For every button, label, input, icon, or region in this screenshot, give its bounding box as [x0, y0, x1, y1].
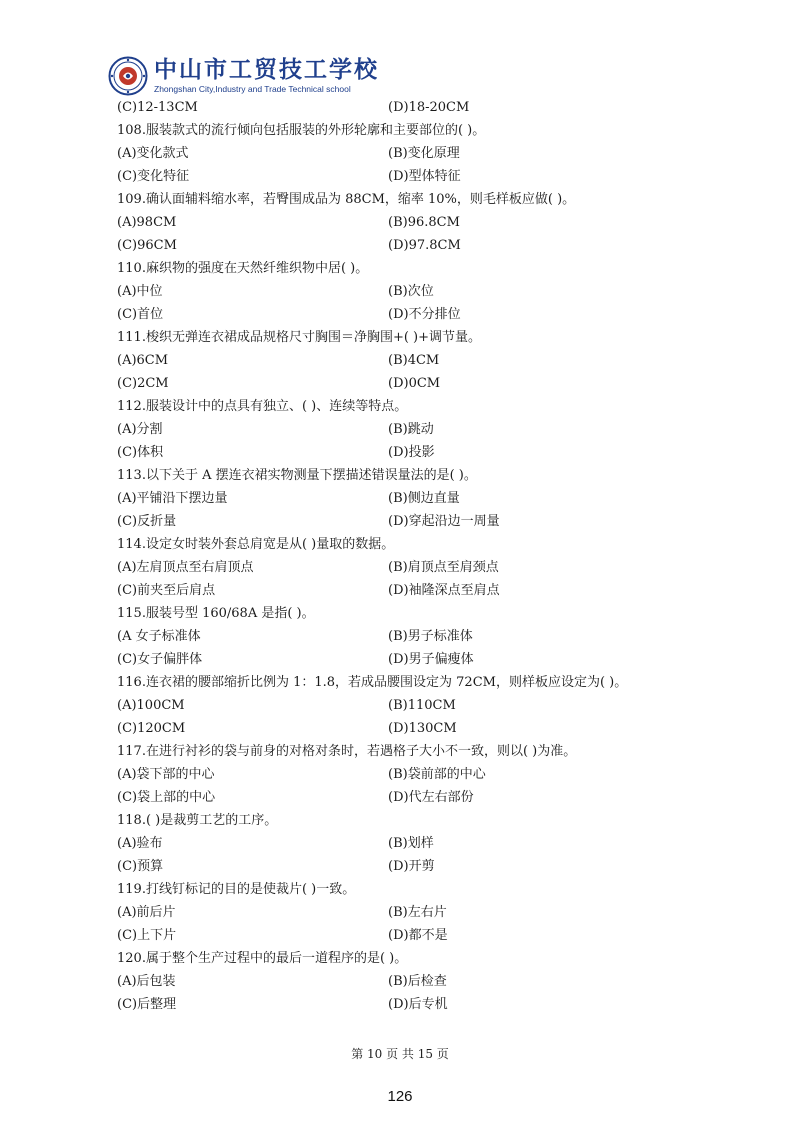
- question-text: 109.确认面辅料缩水率，若臀围成品为 88CM，缩率 10%，则毛样板应做( )。: [117, 192, 576, 207]
- option-left: (C)上下片: [117, 928, 177, 943]
- option-left: (A 女子标准体: [117, 629, 201, 644]
- school-header: [108, 54, 379, 98]
- option-row: [117, 510, 697, 533]
- option-row: [117, 855, 697, 878]
- option-left: (C)前夹至后肩点: [117, 583, 216, 598]
- option-right: (D)型体特征: [388, 169, 461, 184]
- option-left: (C)12-13CM: [117, 100, 198, 115]
- option-right: (B)变化原理: [388, 146, 460, 161]
- option-left: (C)变化特征: [117, 169, 190, 184]
- option-right: (B)袋前部的中心: [388, 767, 486, 782]
- option-row: [117, 556, 697, 579]
- option-row: [117, 303, 697, 326]
- option-right: (B)4CM: [388, 353, 440, 368]
- option-left: (A)100CM: [117, 698, 185, 713]
- option-right: (D)后专机: [388, 997, 448, 1012]
- option-left: (A)6CM: [117, 353, 169, 368]
- option-left: (C)2CM: [117, 376, 169, 391]
- option-row: [117, 993, 697, 1016]
- question-text: 112.服装设计中的点具有独立、( )、连续等特点。: [117, 399, 408, 414]
- option-row: [117, 832, 697, 855]
- option-right: (B)肩顶点至肩颈点: [388, 560, 499, 575]
- option-left: (C)女子偏胖体: [117, 652, 203, 667]
- option-left: (A)袋下部的中心: [117, 767, 215, 782]
- option-row: [117, 165, 697, 188]
- question-text: 115.服装号型 160/68A 是指( )。: [117, 606, 315, 621]
- option-right: (D)18-20CM: [388, 100, 470, 115]
- question-text: 119.打线钉标记的目的是使裁片( )一致。: [117, 882, 356, 897]
- question-text: 114.设定女时装外套总肩宽是从( )量取的数据。: [117, 537, 395, 552]
- option-right: (D)0CM: [388, 376, 441, 391]
- option-left: (C)96CM: [117, 238, 177, 253]
- option-left: (A)后包装: [117, 974, 176, 989]
- option-row: [117, 234, 697, 257]
- option-right: (B)后检查: [388, 974, 447, 989]
- option-row: [117, 441, 697, 464]
- option-row: [117, 763, 697, 786]
- option-right: (B)96.8CM: [388, 215, 460, 230]
- option-row: [117, 487, 697, 510]
- page-number: 126: [387, 1088, 413, 1105]
- question-text: 113.以下关于 A 摆连衣裙实物测量下摆描述错误量法的是( )。: [117, 468, 477, 483]
- option-row: [117, 625, 697, 648]
- option-row: [117, 901, 697, 924]
- option-right: (B)次位: [388, 284, 434, 299]
- option-left: (C)后整理: [117, 997, 177, 1012]
- school-name: [154, 57, 379, 95]
- option-row: [117, 786, 697, 809]
- option-right: (D)97.8CM: [388, 238, 461, 253]
- option-row: [117, 372, 697, 395]
- option-row: [117, 349, 697, 372]
- option-right: (D)穿起沿边一周量: [388, 514, 500, 529]
- option-right: (B)侧边直量: [388, 491, 460, 506]
- option-right: (D)130CM: [388, 721, 457, 736]
- option-row: [117, 694, 697, 717]
- option-right: (B)男子标准体: [388, 629, 473, 644]
- option-row: [117, 418, 697, 441]
- option-row: [117, 717, 697, 740]
- question-text: 111.梭织无弹连衣裙成品规格尺寸胸围＝净胸围+( )+调节量。: [117, 330, 482, 345]
- question-text: 117.在进行衬衫的袋与前身的对格对条时，若遇格子大小不一致，则以( )为准。: [117, 744, 577, 759]
- option-row: [117, 648, 697, 671]
- option-row: [117, 211, 697, 234]
- option-right: (B)110CM: [388, 698, 456, 713]
- school-name-en: Zhongshan City,Industry and Trade Technical school: [154, 84, 351, 94]
- school-logo-icon: [108, 56, 148, 96]
- option-row: [117, 579, 697, 602]
- option-left: (A)左肩顶点至右肩顶点: [117, 560, 254, 575]
- option-left: (C)袋上部的中心: [117, 790, 216, 805]
- option-left: (A)平铺沿下摆边量: [117, 491, 228, 506]
- question-text: 108.服装款式的流行倾向包括服装的外形轮廓和主要部位的( )。: [117, 123, 486, 138]
- option-left: (C)体积: [117, 445, 164, 460]
- option-row: [117, 96, 697, 119]
- question-text: 120.属于整个生产过程中的最后一道程序的是( )。: [117, 951, 408, 966]
- option-left: (A)变化款式: [117, 146, 189, 161]
- question-text: 118.( )是裁剪工艺的工序。: [117, 813, 278, 828]
- option-right: (B)左右片: [388, 905, 447, 920]
- option-right: (D)投影: [388, 445, 435, 460]
- option-row: [117, 924, 697, 947]
- option-right: (B)划样: [388, 836, 434, 851]
- option-left: (A)分割: [117, 422, 163, 437]
- option-left: (C)反折量: [117, 514, 177, 529]
- option-left: (C)预算: [117, 859, 164, 874]
- option-right: (D)袖隆深点至肩点: [388, 583, 500, 598]
- question-list: [117, 96, 697, 1016]
- option-right: (D)开剪: [388, 859, 435, 874]
- option-left: (A)前后片: [117, 905, 176, 920]
- option-row: [117, 142, 697, 165]
- option-left: (A)98CM: [117, 215, 177, 230]
- option-right: (D)不分排位: [388, 307, 461, 322]
- option-left: (A)中位: [117, 284, 163, 299]
- question-text: 116.连衣裙的腰部缩折比例为 1：1.8，若成品腰围设定为 72CM，则样板应设定为( )。: [117, 675, 628, 690]
- option-right: (D)男子偏瘦体: [388, 652, 474, 667]
- page-info: 第 10 页 共 15 页: [351, 1047, 449, 1061]
- option-left: (C)120CM: [117, 721, 186, 736]
- option-row: [117, 280, 697, 303]
- option-row: [117, 970, 697, 993]
- school-name-cn: 中山市工贸技工学校: [154, 57, 379, 83]
- option-left: (A)验布: [117, 836, 163, 851]
- option-right: (D)都不是: [388, 928, 448, 943]
- option-right: (B)跳动: [388, 422, 434, 437]
- option-right: (D)代左右部份: [388, 790, 474, 805]
- option-left: (C)首位: [117, 307, 164, 322]
- question-text: 110.麻织物的强度在天然纤维织物中居( )。: [117, 261, 369, 276]
